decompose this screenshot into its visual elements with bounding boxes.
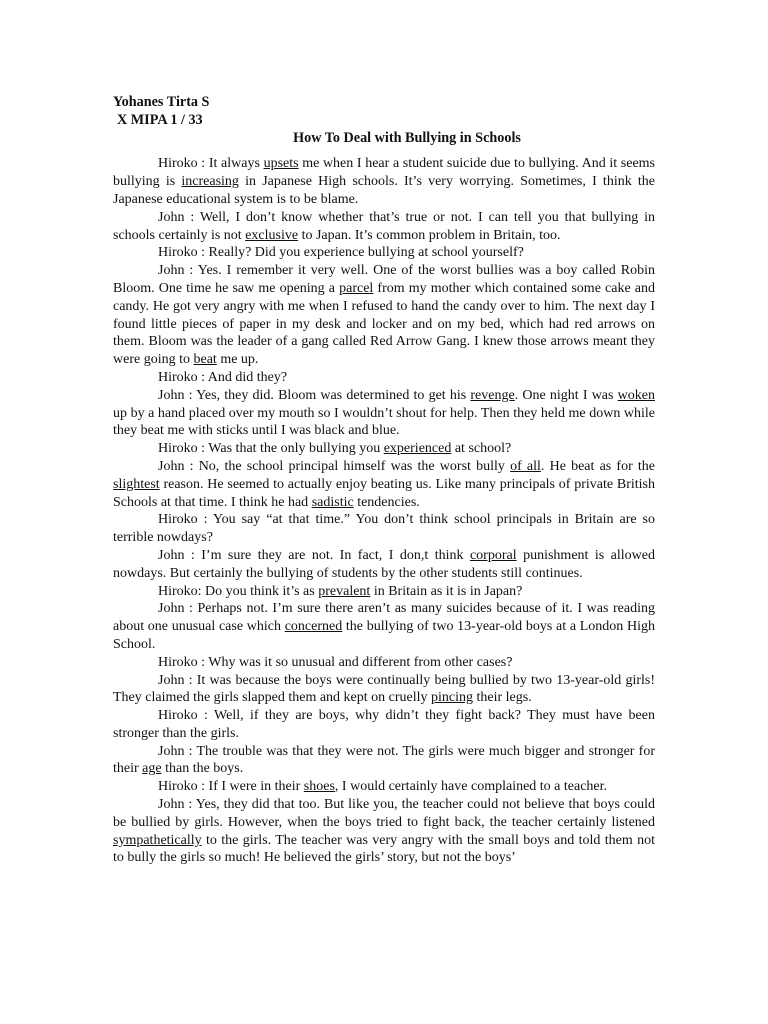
underlined-word: increasing [181, 174, 239, 190]
text-segment: . He beat as for the [540, 458, 656, 474]
text-segment: punishment is allowed nowdays. But certainly the bullying of students by the other students still continues. [113, 547, 655, 581]
text-segment: Hiroko : Well, if they are boys, why didn’t they fight back? They must have been stronger than the girls. [113, 708, 655, 741]
underlined-word: shoes [303, 779, 335, 795]
text-segment: Hiroko : And did they? [158, 369, 288, 385]
text-segment: their legs. [473, 690, 532, 706]
text-segment: than the boys. [161, 761, 244, 777]
text-segment: Hiroko : If I were in their [158, 779, 304, 795]
text-segment: at school? [451, 441, 512, 457]
text-segment: Hiroko: Do you think it’s as [158, 583, 319, 599]
text-segment: to the girls. The teacher was very angry with the small boys and told them not to bully the girls so much! He believed the girls’ story, but not the boys’ [113, 832, 655, 866]
underlined-word: pincing [431, 690, 474, 706]
text-segment: me up. [216, 352, 259, 368]
dialogue-turn [113, 440, 655, 458]
underlined-word: sadistic [311, 494, 354, 510]
author-name: Yohanes Tirta S [113, 94, 210, 110]
text-segment: in Japanese High schools. It’s very worrying. Sometimes, I think the Japanese educational system is to be blame. [113, 174, 655, 207]
text-segment: Hiroko : Really? Did you experience bullying at school yourself? [158, 245, 524, 261]
underlined-word: prevalent [318, 583, 371, 599]
dialogue-turn [113, 778, 655, 796]
dialogue-turn [113, 155, 655, 208]
text-segment: Hiroko : You say “at that time.” You don’t think school principals in Britain are so terrible nowdays? [113, 512, 655, 546]
text-segment: John : Yes, they did. Bloom was determined to get his [158, 387, 471, 403]
text-segment: me when I hear a student suicide due to bullying. And it seems bullying is [113, 156, 656, 190]
text-segment: John : I’m sure they are not. In fact, I don,t think [158, 547, 470, 563]
text-segment: Hiroko : It always [158, 156, 264, 172]
underlined-word: age [142, 761, 162, 777]
dialogue-turn [113, 209, 655, 245]
underlined-word: beat [193, 352, 217, 368]
text-segment: the bullying of two 13-year-old boys at a London High School. [113, 619, 655, 652]
text-segment: Hiroko : Why was it so unusual and different from other cases? [158, 654, 513, 670]
text-segment: John : Yes. I remember it very well. One of the worst bullies was a boy called Robin Bloom. One time he saw me opening a [113, 263, 655, 296]
underlined-word: exclusive [245, 227, 299, 243]
text-segment: John : Perhaps not. I’m sure there aren’t as many suicides because of it. I was reading about one unusual case which [113, 601, 655, 635]
underlined-word: experienced [383, 441, 452, 457]
underlined-word: parcel [339, 280, 374, 296]
dialogue-turn [113, 672, 655, 708]
text-segment: up by a hand placed over my mouth so I wouldn’t shout for help. Then they held me down while they beat me with sticks until I was black and blue. [113, 405, 655, 439]
underlined-word: concerned [284, 619, 343, 635]
dialogue-turn [113, 262, 655, 369]
dialogue-turn [113, 547, 655, 583]
underlined-word: of all [510, 458, 541, 474]
dialogue-body [113, 155, 655, 867]
text-segment: John : It was because the boys were continually being bullied by two 13-year-old girls! They claimed the girls slapped them and kept on cruelly [113, 672, 655, 706]
dialogue-turn [113, 654, 655, 672]
dialogue-turn [113, 511, 655, 547]
text-segment: John : Well, I don’t know whether that’s true or not. I can tell you that bullying in schools certainly is not [113, 209, 655, 243]
dialogue-turn [113, 244, 655, 262]
text-segment: John : Yes, they did that too. But like you, the teacher could not believe that boys could be bullied by girls. However, when the boys tried to fight back, the teacher certainly listened [113, 797, 655, 830]
text-segment: , I would certainly have complained to a teacher. [334, 779, 608, 795]
underlined-word: woken [617, 387, 655, 403]
text-segment: in Britain as it is in Japan? [370, 583, 523, 599]
dialogue-turn [113, 369, 655, 387]
underlined-word: slightest [113, 476, 160, 492]
document-title: How To Deal with Bullying in Schools [293, 129, 521, 146]
author-class: X MIPA 1 / 33 [117, 111, 203, 128]
text-segment: reason. He seemed to actually enjoy beating us. Like many principals of private British Schools at that time. I think he had [113, 476, 655, 510]
text-segment: . One night I was [514, 387, 618, 403]
dialogue-turn [113, 707, 655, 743]
dialogue-turn [113, 796, 655, 867]
text-segment: John : The trouble was that they were not. The girls were much bigger and stronger for their [113, 743, 655, 777]
text-segment: to Japan. It’s common problem in Britain, too. [298, 227, 561, 243]
dialogue-turn [113, 743, 655, 779]
dialogue-turn [113, 387, 655, 440]
document-page [113, 94, 655, 867]
text-segment: John : No, the school principal himself was the worst bully [158, 458, 511, 474]
dialogue-turn [113, 600, 655, 653]
text-segment: tendencies. [353, 494, 420, 510]
text-segment: from my mother which contained some cake and candy. He got very angry with me when I refused to hand the candy over to him. The next day I found little pieces of paper in my desk and locker and on my bed, which had red arrows on them. Bloom was the leader of a gang called Red Arrow Gang. I knew those arrows meant they were going to [113, 280, 655, 368]
underlined-word: upsets [263, 156, 299, 172]
underlined-word: sympathetically [113, 832, 202, 848]
dialogue-turn [113, 458, 655, 511]
underlined-word: corporal [469, 547, 517, 563]
text-segment: Hiroko : Was that the only bullying you [158, 441, 384, 457]
underlined-word: revenge [470, 387, 515, 403]
dialogue-turn [113, 583, 655, 601]
